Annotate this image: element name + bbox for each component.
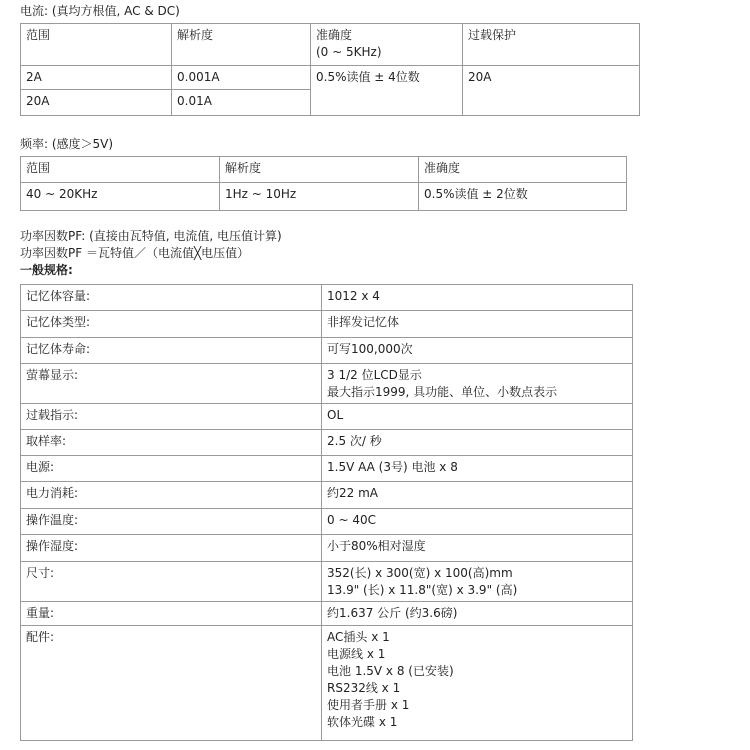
spec-label: 电力消耗:: [21, 482, 322, 509]
spec-value: [322, 535, 633, 562]
frequency-resolution-cell: 1Hz ~ 10Hz: [220, 183, 419, 211]
spec-value-line: 2.5 次/ 秒: [327, 434, 382, 448]
spec-label: 电源:: [21, 456, 322, 482]
spec-label: 配件:: [21, 626, 322, 741]
spec-value-line: 352(长) x 300(宽) x 100(高)mm: [327, 566, 513, 580]
spec-row: [21, 509, 633, 535]
spec-row: [21, 430, 633, 456]
power-factor-line-1: 功率因数PF: (直接由瓦特值, 电流值, 电压值计算): [20, 229, 282, 243]
spec-value-line: 1012 x 4: [327, 289, 380, 303]
current-accuracy-cell: 0.5%读值 ± 4位数: [311, 66, 463, 116]
header-range: 范围: [21, 157, 220, 183]
spec-row: [21, 456, 633, 482]
spec-value: [322, 456, 633, 482]
header-overload: 过载保护: [463, 24, 640, 66]
general-spec-table: [20, 284, 633, 741]
spec-label: 操作湿度:: [21, 535, 322, 562]
spec-value-line: 13.9" (长) x 11.8"(宽) x 3.9" (高): [327, 583, 518, 597]
spec-value-line: 电池 1.5V x 8 (已安装): [327, 664, 454, 678]
spec-value-line: 3 1/2 位LCD显示: [327, 368, 422, 382]
header-range: 范围: [21, 24, 172, 66]
current-overload-cell: 20A: [463, 66, 640, 116]
current-range-cell: 2A: [21, 66, 172, 90]
spec-row: [21, 482, 633, 509]
spec-row: [21, 602, 633, 626]
spec-label: 过载指示:: [21, 404, 322, 430]
current-resolution-cell: 0.001A: [172, 66, 311, 90]
spec-label: 重量:: [21, 602, 322, 626]
spec-value: [322, 430, 633, 456]
spec-value-line: 最大指示1999, 具功能、单位、小数点表示: [327, 385, 558, 399]
spec-value-line: RS232线 x 1: [327, 681, 401, 695]
spec-row: [21, 364, 633, 404]
frequency-spec-table: [20, 156, 627, 211]
spec-value-line: 约1.637 公斤 (约3.6磅): [327, 606, 458, 620]
spec-label: 操作温度:: [21, 509, 322, 535]
spec-value-line: 使用者手册 x 1: [327, 698, 410, 712]
header-resolution: 解析度: [172, 24, 311, 66]
spec-label: 记忆体容量:: [21, 285, 322, 311]
header-accuracy-label: 准确度: [316, 28, 353, 42]
frequency-range-cell: 40 ~ 20KHz: [21, 183, 220, 211]
spec-value-line: 小于80%相对湿度: [327, 539, 426, 553]
spec-value-line: 非挥发记忆体: [327, 315, 400, 329]
header-accuracy: [311, 24, 463, 66]
current-section-title: 电流: (真均方根值, AC & DC): [20, 4, 180, 18]
spec-value-line: 电源线 x 1: [327, 647, 386, 661]
spec-value: [322, 338, 633, 364]
spec-label: 取样率:: [21, 430, 322, 456]
spec-value: [322, 364, 633, 404]
spec-label: 尺寸:: [21, 562, 322, 602]
spec-value: [322, 285, 633, 311]
spec-value: [322, 404, 633, 430]
spec-value-line: 0 ~ 40C: [327, 513, 376, 527]
spec-label: 记忆体类型:: [21, 311, 322, 338]
frequency-accuracy-cell: 0.5%读值 ± 2位数: [419, 183, 627, 211]
current-spec-table: [20, 23, 640, 116]
spec-row: [21, 404, 633, 430]
spec-value-line: 软体光碟 x 1: [327, 715, 398, 729]
spec-value-line: 1.5V AA (3号) 电池 x 8: [327, 460, 458, 474]
spec-row: [21, 535, 633, 562]
header-resolution: 解析度: [220, 157, 419, 183]
spec-value: [322, 562, 633, 602]
current-range-cell: 20A: [21, 90, 172, 116]
power-factor-line-2: 功率因数PF ＝瓦特值／（电流值╳电压值）: [20, 246, 250, 260]
spec-value: [322, 509, 633, 535]
spec-label: 记忆体寿命:: [21, 338, 322, 364]
spec-value-line: 可写100,000次: [327, 342, 413, 356]
header-accuracy-freq: (0 ~ 5KHz): [316, 45, 382, 59]
spec-value: [322, 602, 633, 626]
spec-value: [322, 311, 633, 338]
spec-row: [21, 285, 633, 311]
spec-value: [322, 482, 633, 509]
spec-value-line: OL: [327, 408, 344, 422]
spec-row: [21, 562, 633, 602]
frequency-section-title: 频率: (感度＞5V): [20, 137, 114, 151]
spec-row: [21, 311, 633, 338]
spec-value: [322, 626, 633, 741]
header-accuracy: 准确度: [419, 157, 627, 183]
spec-label: 萤幕显示:: [21, 364, 322, 404]
spec-value-line: AC插头 x 1: [327, 630, 390, 644]
current-resolution-cell: 0.01A: [172, 90, 311, 116]
spec-row: [21, 338, 633, 364]
spec-row: [21, 626, 633, 741]
spec-value-line: 约22 mA: [327, 486, 378, 500]
general-spec-title: 一般规格:: [20, 263, 73, 277]
